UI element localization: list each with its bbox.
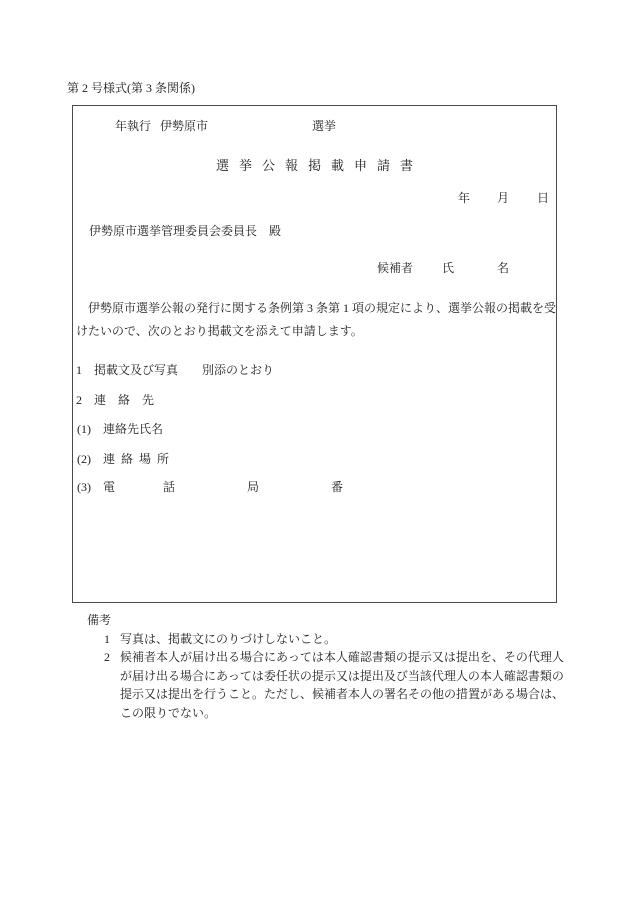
remark-line: 写真は、掲載文にのりづけしないこと。 — [120, 631, 337, 646]
date-line — [458, 191, 549, 205]
body-line: 伊勢原市選挙公報の発行に関する条例第 3 条第 1 項の規定により、選挙公報の掲載を受 — [76, 301, 557, 315]
remarks-section — [87, 611, 565, 723]
addressee-line: 伊勢原市選挙管理委員会委員長 殿 — [89, 224, 282, 238]
candidate-line — [377, 261, 509, 275]
item-contact-name: (1) 連絡先氏名 — [77, 422, 163, 436]
execution-year-label: 年執行 — [115, 119, 152, 133]
remark-line: 提示又は提出を行うこと。ただし、候補者本人の署名その他の措置がある場合は、 — [120, 687, 565, 702]
city-name: 伊勢原市 — [160, 119, 209, 133]
item-publication-text-photo: 1 掲載文及び写真 別添のとおり — [76, 363, 275, 377]
item-contact-heading: 2 連 絡 先 — [76, 393, 155, 407]
remark-text — [120, 648, 564, 722]
application-body-paragraph — [76, 297, 556, 343]
remark-number: 2 — [104, 650, 110, 665]
election-label: 選挙 — [312, 119, 337, 133]
last-name-label: 氏 — [442, 261, 455, 275]
form-title: 選挙公報掲載申請書 — [215, 158, 423, 173]
month-label: 月 — [497, 191, 510, 205]
candidate-label: 候補者 — [377, 261, 414, 275]
remark-item — [104, 630, 559, 649]
remark-line: 候補者本人が届け出る場合にあっては本人確認書類の提示又は提出を、その代理人 — [120, 650, 564, 665]
form-number-label: 第 2 号様式(第 3 条関係) — [67, 81, 195, 95]
election-execution-line — [115, 119, 336, 133]
item-contact-place: (2) 連 絡 場 所 — [77, 452, 169, 466]
first-name-label: 名 — [497, 261, 510, 275]
application-form-box — [72, 105, 557, 603]
remark-item — [104, 648, 565, 722]
remark-line: この限りでない。 — [120, 705, 217, 720]
item-contact-phone: (3) 電 話 局 番 — [77, 480, 343, 494]
remark-text — [120, 630, 336, 649]
remarks-heading: 備考 — [87, 613, 112, 627]
remark-number: 1 — [104, 631, 110, 646]
remark-line: が届け出る場合にあっては委任状の提示又は提出及び当該代理人の本人確認書類の — [120, 668, 564, 683]
day-label: 日 — [537, 191, 550, 205]
year-label: 年 — [458, 191, 471, 205]
body-line: けたいので、次のとおり掲載文を添えて申請します。 — [76, 324, 363, 338]
